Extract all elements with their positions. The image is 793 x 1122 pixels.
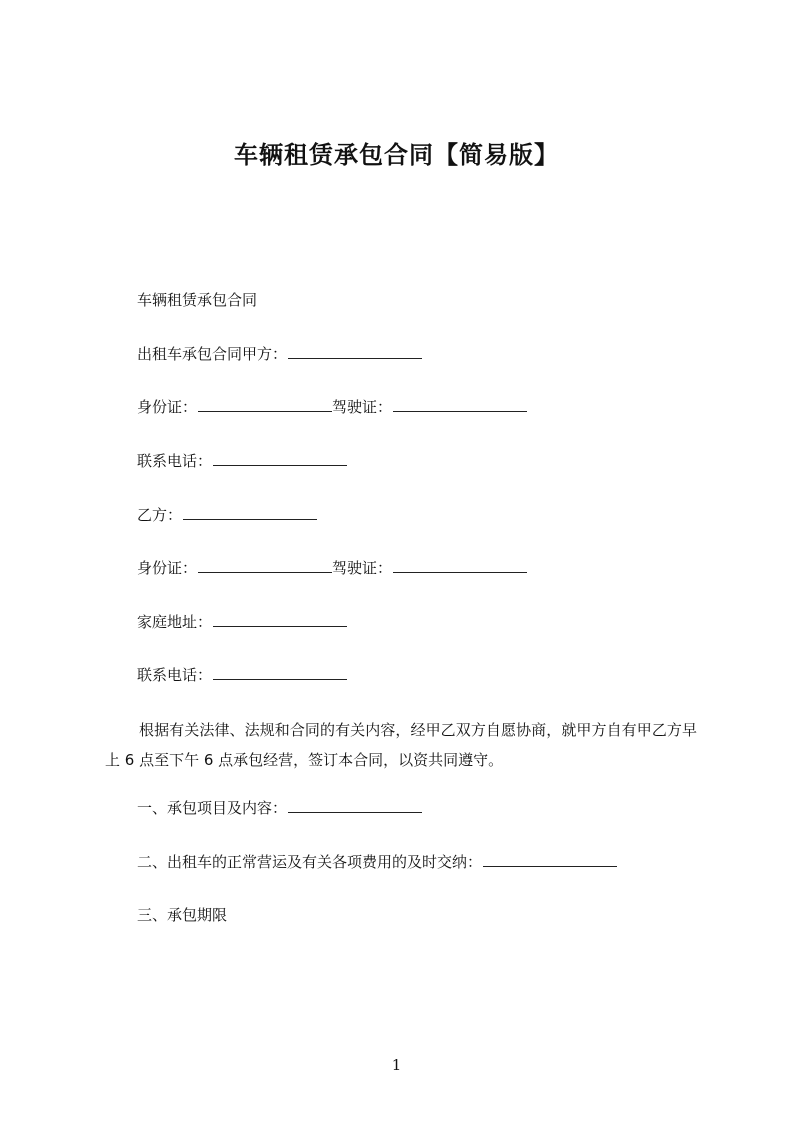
party-b-address-line — [137, 611, 347, 633]
intro-paragraph: 根据有关法律、法规和合同的有关内容，经甲乙双方自愿协商，就甲方自有甲乙方早上 6 点至下午 6 点承包经营，签订本合同，以资共同遵守。 — [105, 721, 697, 769]
clause-2-label: 二、出租车的正常营运及有关各项费用的及时交纳： — [137, 853, 483, 871]
party-a-id-line — [137, 396, 527, 418]
party-b-license-label: 驾驶证： — [332, 559, 393, 577]
party-a-phone-line — [137, 450, 347, 472]
party-b-id-blank — [198, 557, 332, 573]
party-b-id-label: 身份证： — [137, 559, 198, 577]
clause-2-blank — [483, 851, 617, 867]
party-b-phone-blank — [213, 664, 347, 680]
document-title: 车辆租赁承包合同【简易版】 — [234, 141, 559, 169]
party-b-id-line — [137, 557, 527, 579]
party-a-line — [137, 343, 422, 365]
party-a-phone-blank — [213, 450, 347, 466]
party-a-phone-label: 联系电话： — [137, 452, 213, 470]
page-number: 1 — [391, 1056, 402, 1074]
party-b-line — [137, 504, 317, 526]
party-b-address-label: 家庭地址： — [137, 613, 213, 631]
clause-1-blank — [288, 797, 422, 813]
party-b-address-blank — [213, 611, 347, 627]
party-a-id-blank — [198, 396, 332, 412]
party-a-license-label: 驾驶证： — [332, 398, 393, 416]
contract-subtitle: 车辆租赁承包合同 — [137, 291, 258, 309]
party-b-blank — [183, 504, 317, 520]
party-a-license-blank — [393, 396, 527, 412]
party-a-label: 出租车承包合同甲方： — [137, 345, 288, 363]
party-b-license-blank — [393, 557, 527, 573]
clause-1-label: 一、承包项目及内容： — [137, 799, 288, 817]
clause-3-line: 三、承包期限 — [137, 906, 228, 924]
party-a-blank — [288, 343, 422, 359]
party-b-phone-label: 联系电话： — [137, 666, 213, 684]
party-a-id-label: 身份证： — [137, 398, 198, 416]
clause-2-line — [137, 851, 617, 873]
party-b-label: 乙方： — [137, 506, 183, 524]
party-b-phone-line — [137, 664, 347, 686]
clause-1-line — [137, 797, 422, 819]
